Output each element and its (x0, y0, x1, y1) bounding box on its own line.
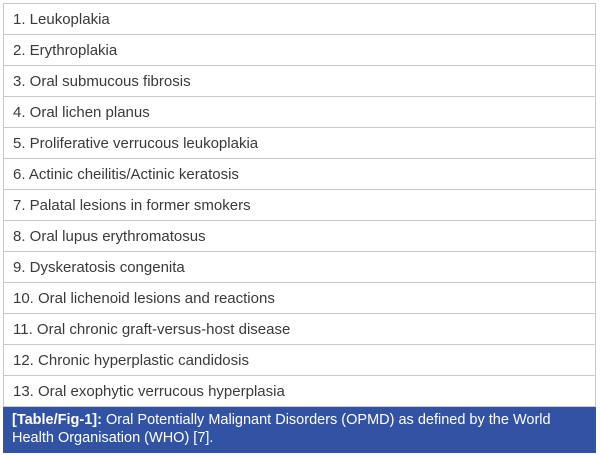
table-row (4, 221, 596, 252)
table-cell: 10. Oral lichenoid lesions and reactions (4, 283, 596, 314)
table-row (4, 159, 596, 190)
opmd-table (3, 3, 596, 407)
table-row (4, 252, 596, 283)
table-cell: 6. Actinic cheilitis/Actinic keratosis (4, 159, 596, 190)
table-cell: 5. Proliferative verrucous leukoplakia (4, 128, 596, 159)
table-row (4, 190, 596, 221)
opmd-table-figure (3, 3, 596, 453)
table-row (4, 66, 596, 97)
table-cell: 12. Chronic hyperplastic candidosis (4, 345, 596, 376)
table-cell: 9. Dyskeratosis congenita (4, 252, 596, 283)
table-cell: 11. Oral chronic graft-versus-host disease (4, 314, 596, 345)
caption-text: Oral Potentially Malignant Disorders (OPMD) as defined by the World Health Organisation (WHO) [7]. (12, 412, 551, 446)
table-cell: 4. Oral lichen planus (4, 97, 596, 128)
table-row (4, 283, 596, 314)
table-cell: 7. Palatal lesions in former smokers (4, 190, 596, 221)
table-caption (3, 407, 596, 453)
table-row (4, 35, 596, 66)
table-row (4, 314, 596, 345)
table-cell: 2. Erythroplakia (4, 35, 596, 66)
table-row (4, 128, 596, 159)
table-cell: 8. Oral lupus erythromatosus (4, 221, 596, 252)
table-cell: 3. Oral submucous fibrosis (4, 66, 596, 97)
table-row (4, 4, 596, 35)
table-row (4, 345, 596, 376)
table-row (4, 97, 596, 128)
caption-label: [Table/Fig-1]: (12, 412, 102, 428)
table-cell: 13. Oral exophytic verrucous hyperplasia (4, 376, 596, 407)
table-row (4, 376, 596, 407)
table-cell: 1. Leukoplakia (4, 4, 596, 35)
